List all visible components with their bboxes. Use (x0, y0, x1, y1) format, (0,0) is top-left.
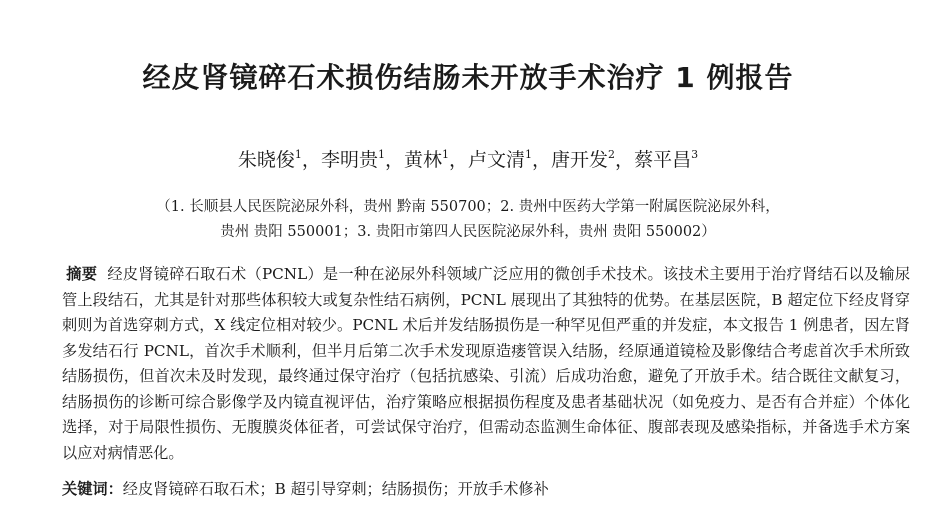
keywords (62, 477, 910, 502)
keywords-label: 关键词： (62, 480, 123, 498)
author-affiliation-mark: 1 (525, 148, 533, 161)
author: 卢文清$^1$， (468, 148, 552, 171)
author-affiliation-mark: 1 (377, 148, 385, 161)
abstract-label: 摘要 (66, 265, 98, 283)
author-affiliation-mark: 2 (608, 148, 616, 161)
author: 蔡平昌$^3$ (634, 148, 699, 171)
paper-title: 经皮肾镜碎石术损伤结肠未开放手术治疗 1 例报告 (142, 61, 794, 94)
author-affiliation-mark: 1 (294, 148, 302, 161)
affiliations-line-1: （1. 长顺县人民医院泌尿外科，贵州 黔南 550700；2. 贵州中医药大学第一附属医院泌尿外科， (156, 199, 780, 215)
keywords-text: 经皮肾镜碎石取石术；B 超引导穿刺；结肠损伤；开放手术修补 (122, 480, 549, 498)
author-affiliation-mark: 1 (441, 148, 449, 161)
abstract-text: 经皮肾镜碎石取石术（PCNL）是一种在泌尿外科领域广泛应用的微创手术技术。该技术主要用于治疗肾结石以及输尿管上段结石，尤其是针对那些体积较大或复杂性结石病例，PCNL 展现出了其独特的优势。在基层医院，B 超定位下经皮肾穿刺则为首选穿刺方式，X 线定位相对较少。PCNL 术后并发结肠损伤是一种罕见但严重的并发症，本文报告 1 例患者，因左肾多发结石行 PCNL，首次手术顺利，但半月后第二次手术发现原造瘘管误入结肠，经原通道镜检及影像结合考虑首次手术所致结肠损伤，但首次未及时发现，最终通过保守治疗（包括抗感染、引流）后成功治愈，避免了开放手术。结合既往文献复习，结肠损伤的诊断可综合影像学及内镜直视评估，治疗策略应根据损伤程度及患者基础状况（如免疫力、是否有合并症）个体化选择，对于局限性损伤、无腹膜炎体征者，可尝试保守治疗，但需动态监测生命体征、腹部表现及感染指标，并备选手术方案以应对病情恶化。 (62, 265, 911, 462)
author-affiliation-mark: 3 (691, 148, 699, 161)
affiliations-line-2: 贵州 贵阳 550001；3. 贵阳市第四人民医院泌尿外科，贵州 贵阳 550002） (220, 224, 716, 240)
author: 李明贵$^1$， (320, 148, 404, 171)
author: 朱晓俊$^1$， (237, 148, 321, 171)
author-list (0, 146, 936, 174)
abstract (62, 262, 910, 466)
author: 黄林$^1$， (403, 148, 468, 171)
author: 唐开发$^2$， (551, 148, 635, 171)
